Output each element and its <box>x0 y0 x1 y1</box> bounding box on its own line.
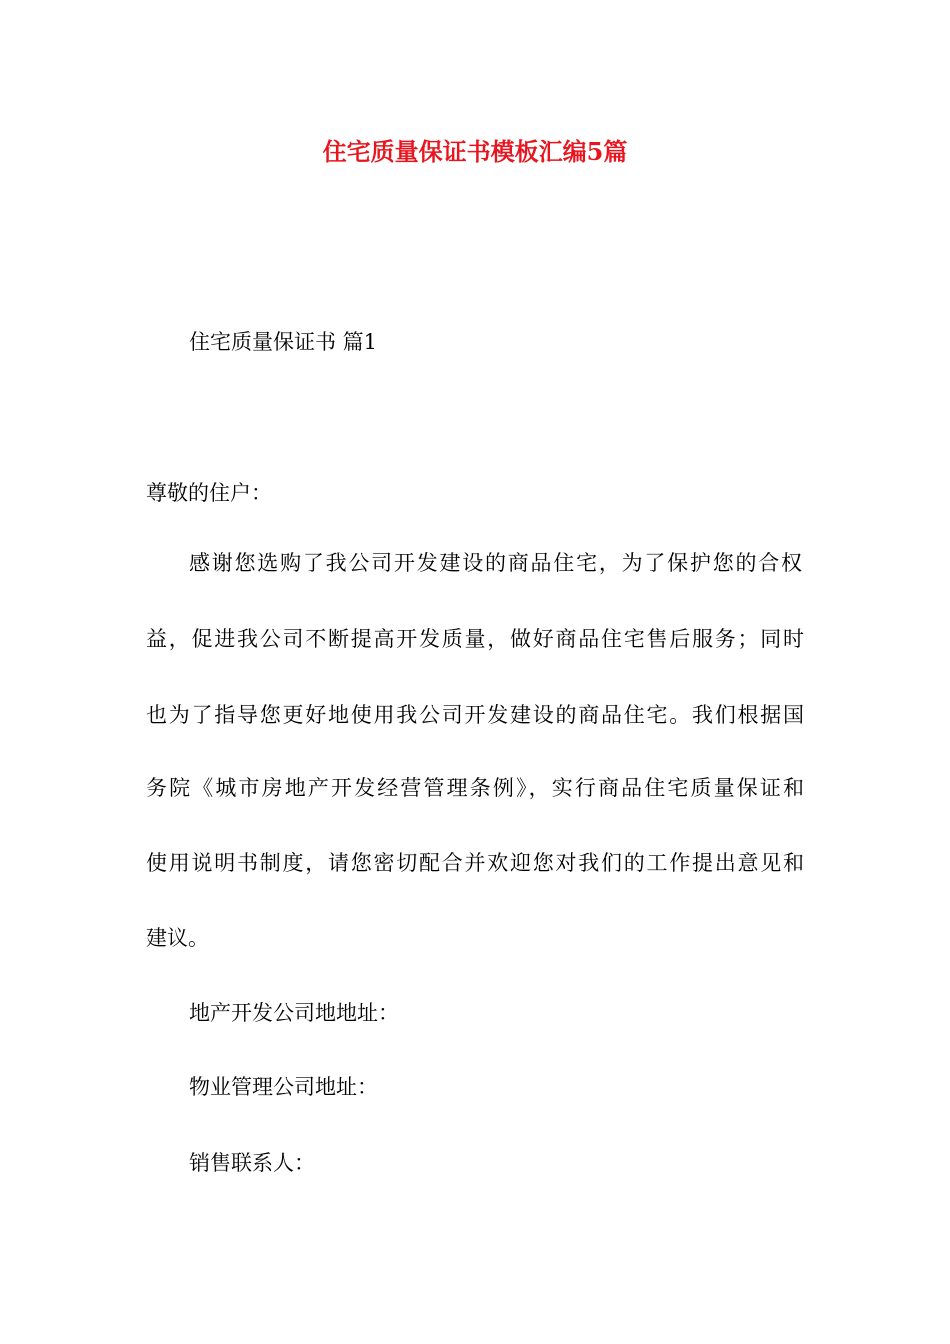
paragraph-line: 感谢您选购了我公司开发建设的商品住宅，为了保护您的合权 <box>189 551 802 575</box>
paragraph-line: 建议。 <box>146 926 209 950</box>
section-heading: 住宅质量保证书 篇1 <box>189 330 378 354</box>
paragraph-line: 务院《城市房地产开发经营管理条例》，实行商品住宅质量保证和 <box>146 776 804 800</box>
paragraph-line: 益，促进我公司不断提高开发质量，做好商品住宅售后服务；同时 <box>146 627 804 651</box>
paragraph-line: 使用说明书制度，请您密切配合并欢迎您对我们的工作提出意见和 <box>146 851 804 875</box>
developer-address-field: 地产开发公司地地址： <box>189 1001 399 1025</box>
document-title: 住宅质量保证书模板汇编5篇 <box>322 137 628 166</box>
sales-contact-field: 销售联系人： <box>189 1151 315 1175</box>
property-management-address-field: 物业管理公司地址： <box>189 1075 378 1099</box>
paragraph-line: 也为了指导您更好地使用我公司开发建设的商品住宅。我们根据国 <box>146 703 804 727</box>
salutation: 尊敬的住户： <box>146 481 272 505</box>
